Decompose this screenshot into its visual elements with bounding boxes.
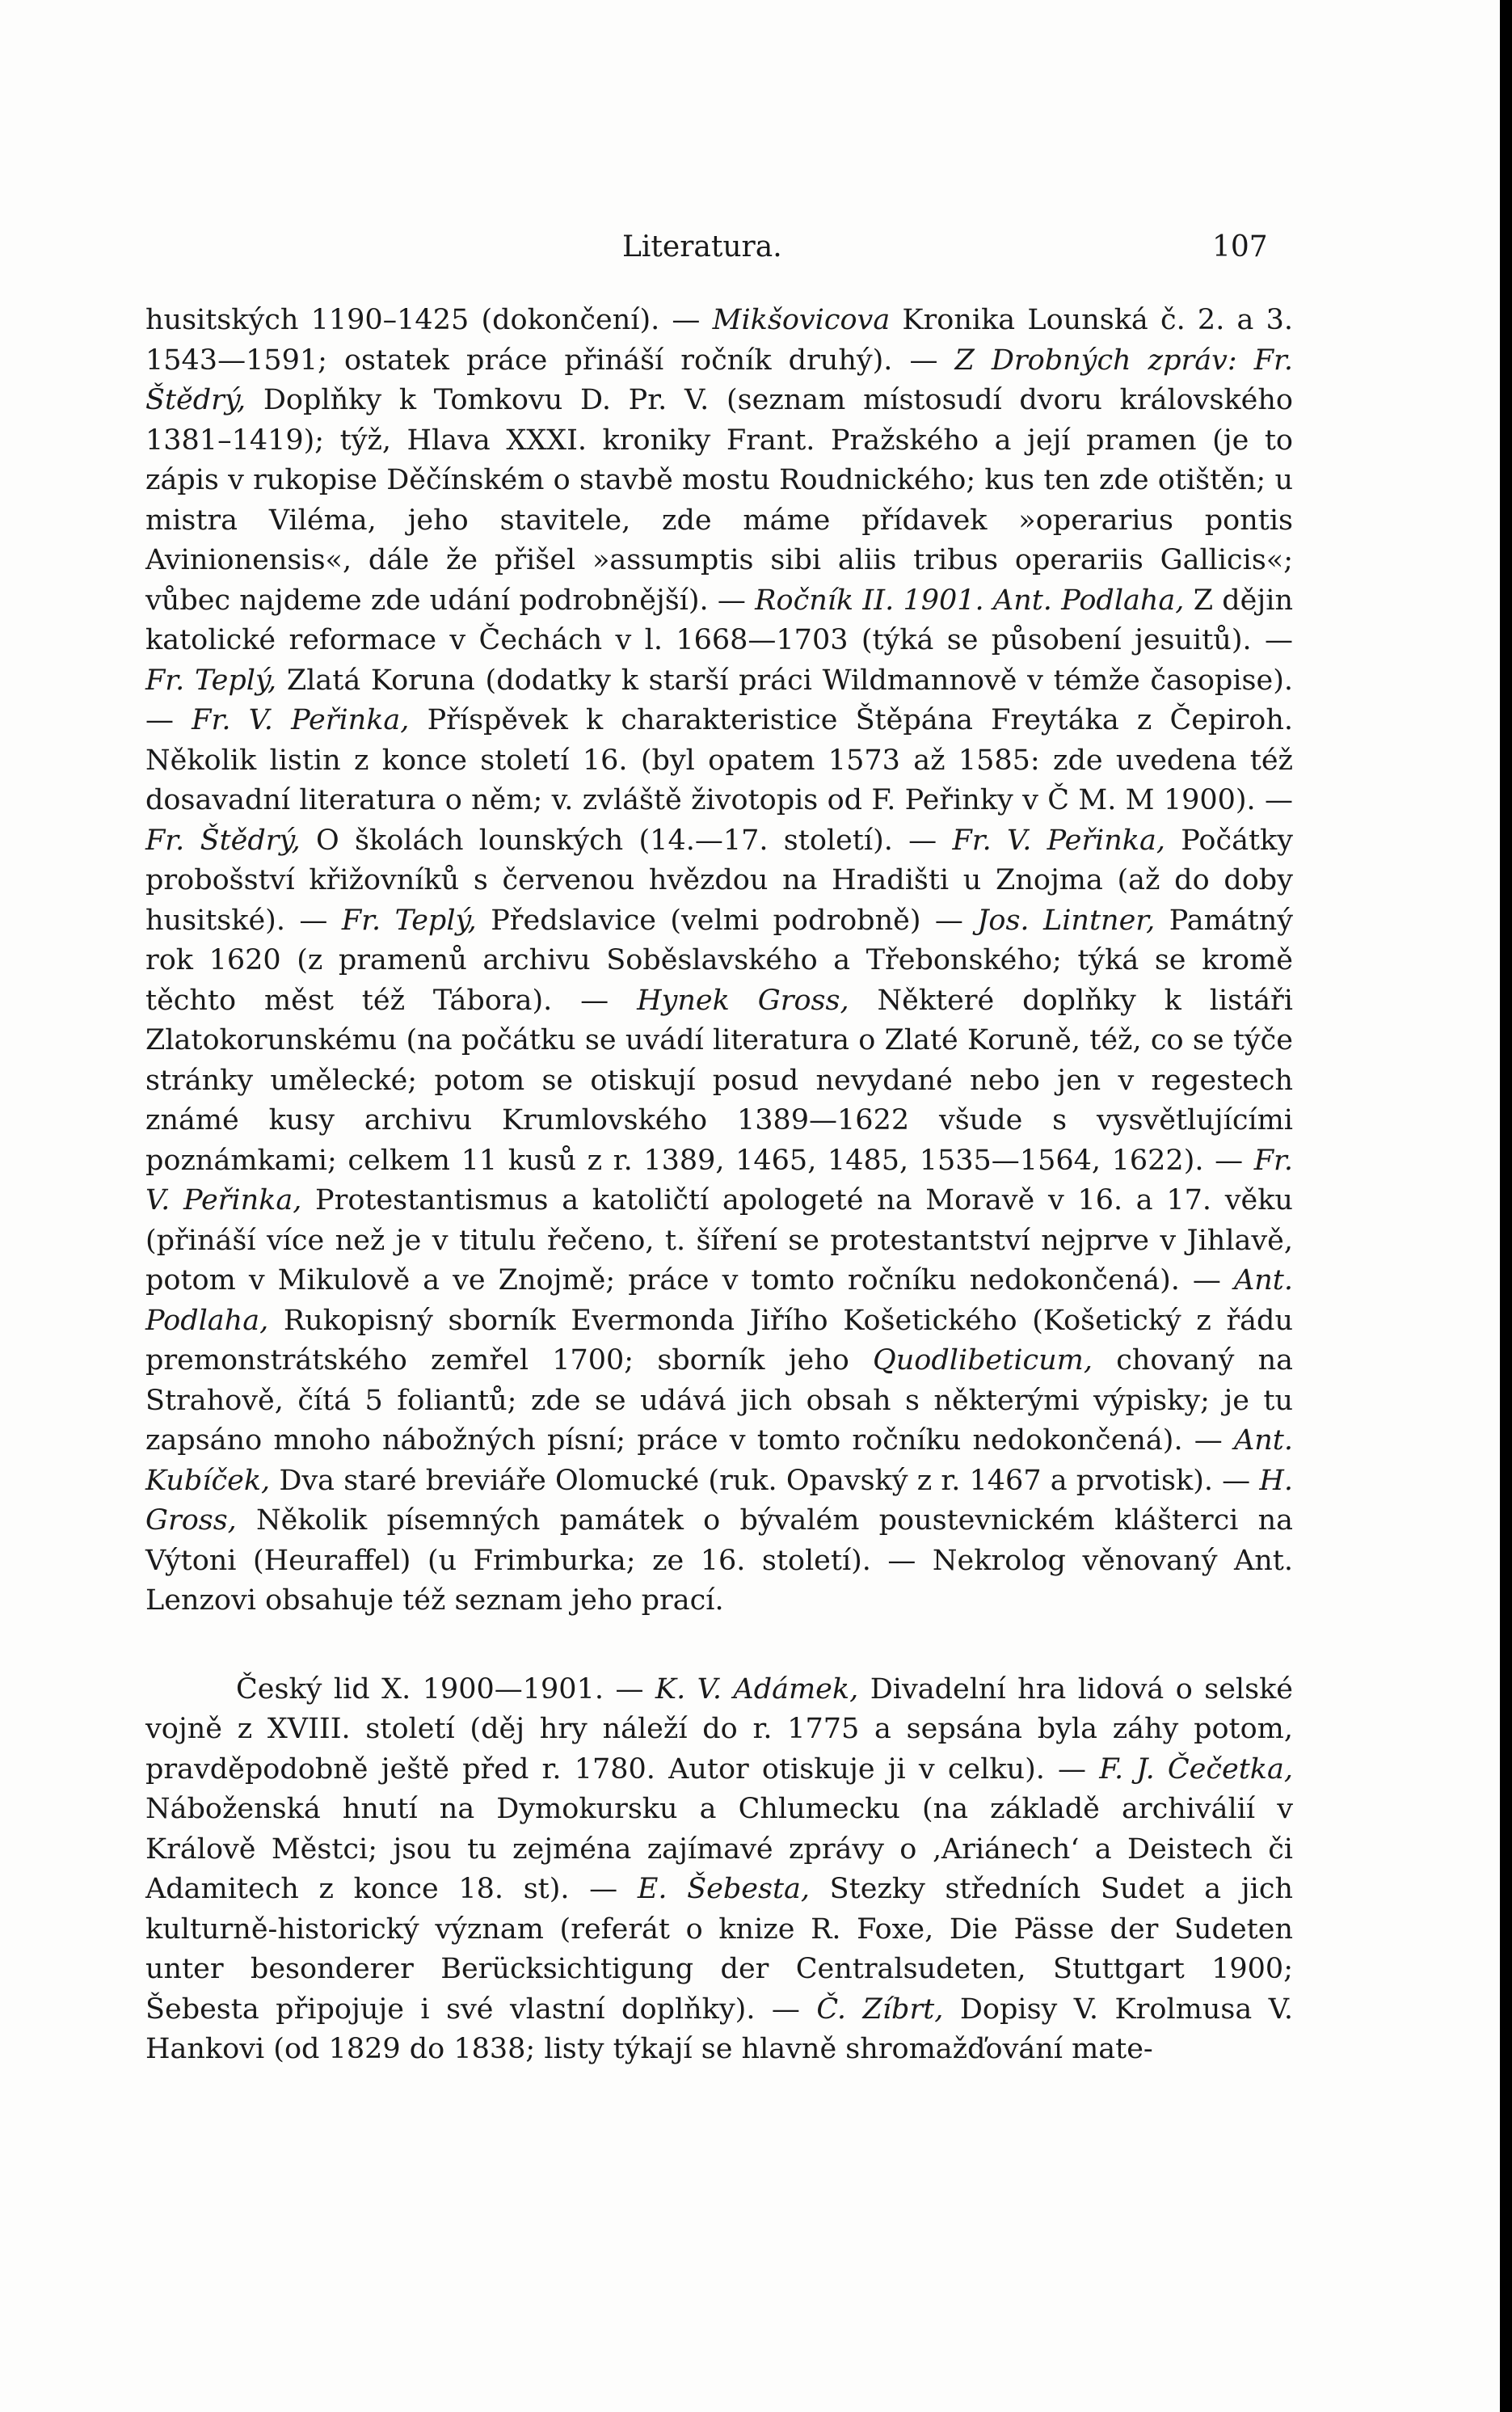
- italic-citation: Z Drobných zpráv: Fr. Štědrý,: [145, 344, 1293, 416]
- text-run: O školách lounských (14.—17. století). —: [300, 824, 953, 857]
- paragraph-husitskych: [145, 301, 1293, 1621]
- body-text: [145, 301, 1293, 2070]
- italic-citation: E. Šebesta,: [637, 1873, 811, 1905]
- italic-citation: Fr. Štědrý,: [145, 824, 301, 857]
- text-run: Protestantismus a katoličtí apologeté na Moravě v 16. a 17. věku (přináší více než je v titulu řečeno, t. šíření se protestantství nejprve v Jihlavě, potom v Mikulově a ve Znojmě; práce v tomto ročníku nedokončená). —: [145, 1184, 1293, 1297]
- text-run: husitských 1190–1425 (dokončení). —: [145, 304, 713, 336]
- text-run: chovaný na Strahově, čítá 5 foliantů; zde se udává jich obsah s některými výpisky; je tu zapsáno mnoho nábožných písní; práce v tomto ročníku nedokončená). —: [145, 1344, 1293, 1457]
- italic-citation: H. Gross,: [145, 1464, 1293, 1537]
- text-run: Náboženská hnutí na Dymokursku a Chlumecku (na základě archiválií v Králově Městci; jsou tu zejména zajímavé zprávy o ‚Ariánech‘ a Deistech či Adamitech z konce 18. st). —: [145, 1793, 1293, 1905]
- text-run: Stezky středních Sudet a jich kulturně-historický význam (referát o knize R. Foxe, Die Pässe der Sudeten unter besonderer Berücksichtigung der Centralsudeten, Stuttgart 1900; Šebesta připojuje i své vlastní doplňky). —: [145, 1873, 1293, 2026]
- text-run: Dva staré breviáře Olomucké (ruk. Opavský z r. 1467 a prvotisk). —: [270, 1464, 1260, 1497]
- text-run: Některé doplňky k listáři Zlatokorunskému (na počátku se uvádí literatura o Zlaté Koruně, též, co se týče stránky umělecké; potom se otiskují posud nevydané nebo jen v regestech známé kusy archivu Krumlovského 1389—1622 všude s vysvětlujícími poznámkami; celkem 11 kusů z r. 1389, 1465, 1485, 1535—1564, 1622). —: [145, 984, 1293, 1177]
- italic-citation: F. J. Čečetka,: [1099, 1752, 1293, 1786]
- text-run: Doplňky k Tomkovu D. Pr. V. (seznam místosudí dvoru královského 1381–1419); týž, Hlava XXXI. kroniky Frant. Pražského a její pramen (je to zápis v rukopise Děčínském o stavbě mostu Roudnického; kus ten zde otištěn; u mistra Viléma, jeho stavitele, zde máme přídavek »operarius pontis Avinionensis«, dále že přišel »assumptis sibi aliis tribus operariis Gallicis«; vůbec najdeme zde udání podrobnější). —: [145, 384, 1293, 617]
- page-number: 107: [1212, 230, 1268, 264]
- text-run: Několik písemných památek o bývalém poustevnickém klášterci na Výtoni (Heuraffel) (u Frimburka; ze 16. století). — Nekrolog věnovaný Ant. Lenzovi obsahuje též seznam jeho prací.: [145, 1504, 1293, 1617]
- text-run: Dopisy V. Krolmusa V. Hankovi (od 1829 do 1838; listy týkají se hlavně shromažďování mate-: [145, 1992, 1293, 2065]
- text-run: Památný rok 1620 (z pramenů archivu Soběslavského a Třebonského; týká se kromě těchto měst též Tábora). —: [145, 904, 1294, 1017]
- italic-citation: Fr. V. Peřinka,: [952, 824, 1165, 857]
- text-run: Příspěvek k charakteristice Štěpána Freytáka z Čepiroh. Několik listin z konce století 16. (byl opatem 1573 až 1585: zde uvedena též dosavadní literatura o něm; v. zvláště životopis od F. Peřinky v Č M. M 1900). —: [145, 704, 1294, 816]
- running-header: [0, 228, 1500, 267]
- italic-citation: Jos. Lintner,: [977, 904, 1156, 937]
- italic-citation: Fr. Teplý,: [145, 664, 277, 697]
- italic-citation: Mikšovicova: [712, 304, 891, 336]
- italic-citation: Ant. Kubíček,: [145, 1424, 1293, 1497]
- scan-edge: [1500, 0, 1512, 2412]
- text-run: Divadelní hra lidová o selské vojně z XVIII. století (děj hry náleží do r. 1775 a sepsána byla záhy potom, pravděpodobně ještě před r. 1780. Autor otiskuje ji v celku). —: [145, 1672, 1293, 1786]
- italic-citation: Quodlibeticum,: [873, 1344, 1093, 1377]
- italic-citation: Ant. Podlaha,: [145, 1264, 1293, 1337]
- italic-citation: Hynek Gross,: [637, 984, 849, 1017]
- text-run: Český lid X. 1900—1901. —: [236, 1672, 655, 1706]
- text-run: Z dějin katolické reformace v Čechách v l. 1668—1703 (týká se působení jesuitů). —: [145, 584, 1293, 656]
- header-title: Literatura.: [622, 230, 782, 264]
- text-run: Počátky probošství křižovníků s červenou hvězdou na Hradišti u Znojma (až do doby husitské). —: [145, 824, 1294, 937]
- italic-citation: Č. Zíbrt,: [816, 1992, 944, 2026]
- italic-citation: Fr. V. Peřinka,: [145, 1144, 1293, 1217]
- italic-citation: Ročník II. 1901. Ant. Podlaha,: [755, 584, 1185, 617]
- text-run: Rukopisný sborník Evermonda Jiřího Košetického (Košetický z řádu premonstrátského zemřel 1700; sborník jeho: [145, 1304, 1293, 1377]
- italic-citation: Fr. Teplý,: [341, 904, 477, 937]
- text-run: Kronika Lounská č. 2. a 3. 1543—1591; ostatek práce přináší ročník druhý). —: [145, 304, 1293, 377]
- italic-citation: Fr. V. Peřinka,: [192, 704, 410, 736]
- paragraph-cesky-lid: [145, 1670, 1293, 2070]
- text-run: Předslavice (velmi podrobně) —: [476, 904, 978, 937]
- italic-citation: K. V. Adámek,: [655, 1672, 859, 1706]
- text-run: Zlatá Koruna (dodatky k starší práci Wildmannově v témže časopise). —: [145, 664, 1293, 736]
